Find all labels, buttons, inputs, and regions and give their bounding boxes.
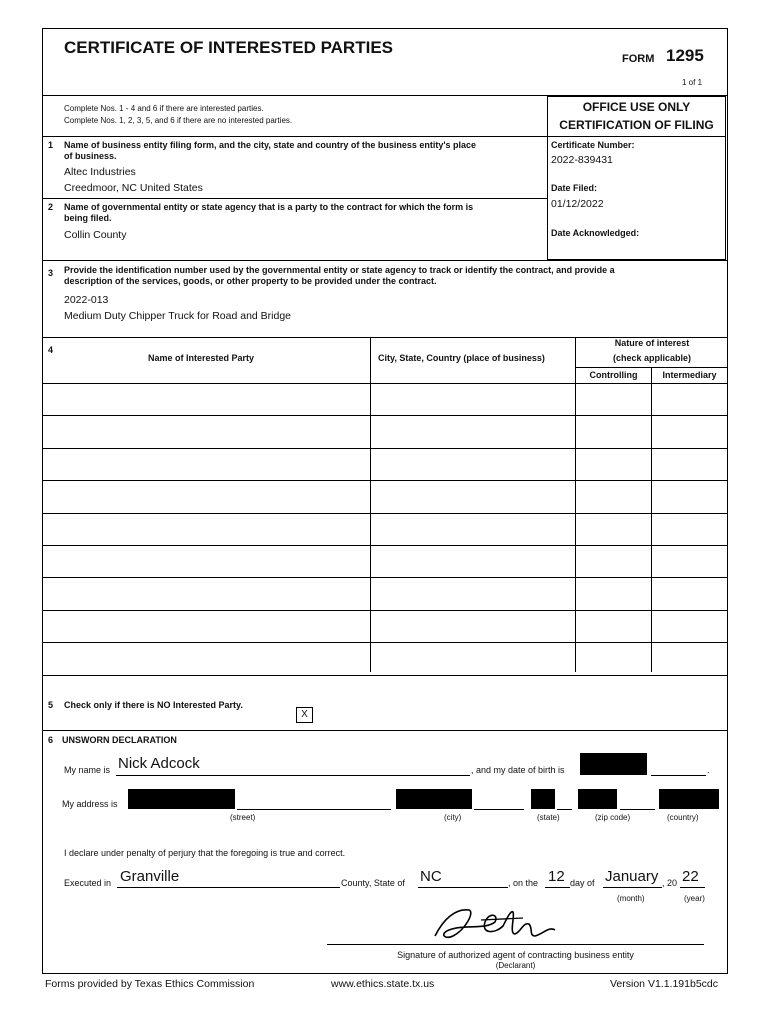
col-nature-1: Nature of interest xyxy=(614,338,690,348)
my-name-label: My name is xyxy=(64,765,111,775)
year-value: 22 xyxy=(682,868,699,885)
instruction-1: Complete Nos. 1 - 4 and 6 if there are interested parties. xyxy=(64,104,264,113)
item3-number: 3 xyxy=(48,268,54,278)
business-name: Altec Industries xyxy=(64,166,136,178)
col-intermediary: Intermediary xyxy=(662,370,717,380)
business-location: Creedmoor, NC United States xyxy=(64,182,203,194)
item2-label-2: being filed. xyxy=(64,213,112,223)
page-indicator: 1 of 1 xyxy=(682,78,703,87)
state-caption: (state) xyxy=(537,813,560,822)
county-state-label: County, State of xyxy=(341,878,405,888)
year-prefix: , 20 xyxy=(662,878,678,888)
table-row-divider xyxy=(42,545,728,546)
date-ack-label: Date Acknowledged: xyxy=(551,228,640,238)
table-row-divider xyxy=(42,448,728,449)
instruction-2: Complete Nos. 1, 2, 3, 5, and 6 if there are no interested parties. xyxy=(64,116,293,125)
col-city-state: City, State, Country (place of business) xyxy=(378,353,545,363)
date-filed-label: Date Filed: xyxy=(551,183,598,193)
footer-website[interactable]: www.ethics.state.tx.us xyxy=(331,978,435,990)
item1-number: 1 xyxy=(48,140,54,150)
county-value: Granville xyxy=(120,868,180,885)
month-value: January xyxy=(605,868,659,885)
item2-number: 2 xyxy=(48,202,54,212)
no-interested-party-checkbox[interactable]: X xyxy=(296,707,313,723)
item3-label-1: Provide the identification number used by the governmental entity or state agency to track or identify the contract, and provide a xyxy=(64,265,615,275)
item5-number: 5 xyxy=(48,700,54,710)
item6-number: 6 xyxy=(48,735,54,745)
address-label: My address is xyxy=(62,799,118,809)
declaration-title: UNSWORN DECLARATION xyxy=(62,735,177,745)
street-caption: (street) xyxy=(230,813,256,822)
executed-in-label: Executed in xyxy=(64,878,112,888)
year-caption: (year) xyxy=(684,894,705,903)
form-label: FORM xyxy=(622,53,655,65)
day-value: 12 xyxy=(548,868,565,885)
signature-label: Signature of authorized agent of contracting business entity xyxy=(397,950,634,960)
date-filed-value: 01/12/2022 xyxy=(551,198,604,210)
table-row-divider xyxy=(42,577,728,578)
col-interested-party: Name of Interested Party xyxy=(148,353,255,363)
footer-provider: Forms provided by Texas Ethics Commission xyxy=(45,978,255,990)
no-interested-party-label: Check only if there is NO Interested Party. xyxy=(64,700,243,710)
day-of-label: day of xyxy=(570,878,595,888)
contract-description: Medium Duty Chipper Truck for Road and Bridge xyxy=(64,310,292,322)
col-controlling: Controlling xyxy=(589,370,638,380)
signature-image xyxy=(425,900,565,948)
cert-number-label: Certificate Number: xyxy=(551,140,635,150)
table-row-divider xyxy=(42,480,728,481)
city-caption: (city) xyxy=(444,813,462,822)
table-row-divider xyxy=(42,675,728,676)
on-the-label: , on the xyxy=(508,878,539,888)
month-caption: (month) xyxy=(617,894,645,903)
declarant-label: (Declarant) xyxy=(495,961,536,970)
country-caption: (country) xyxy=(667,813,699,822)
redacted-zip xyxy=(578,789,617,809)
dob-label: , and my date of birth is xyxy=(471,765,565,775)
redacted-country xyxy=(659,789,719,809)
form-title: CERTIFICATE OF INTERESTED PARTIES xyxy=(64,38,393,57)
table-row-divider xyxy=(42,513,728,514)
table-row-divider xyxy=(42,415,728,416)
form-number: 1295 xyxy=(666,46,704,65)
declarant-name: Nick Adcock xyxy=(118,755,200,772)
item2-label-1: Name of governmental entity or state agency that is a party to the contract for which the form is xyxy=(64,202,474,212)
item1-label-1: Name of business entity filing form, and the city, state and country of the business entity's place xyxy=(64,140,477,150)
redacted-street xyxy=(128,789,235,809)
dob-period: . xyxy=(707,765,710,775)
table-row-divider xyxy=(42,383,728,384)
zip-caption: (zip code) xyxy=(595,813,631,822)
declaration-statement: I declare under penalty of perjury that the foregoing is true and correct. xyxy=(64,848,346,858)
item4-number: 4 xyxy=(48,345,54,355)
redacted-dob xyxy=(580,753,647,775)
office-use-title: OFFICE USE ONLY xyxy=(582,100,691,114)
col-nature-2: (check applicable) xyxy=(612,353,692,363)
certification-title: CERTIFICATION OF FILING xyxy=(559,118,714,132)
contract-id: 2022-013 xyxy=(64,294,109,306)
footer-version: Version V1.1.191b5cdc xyxy=(610,978,718,990)
item3-label-2: description of the services, goods, or other property to be provided under the contract. xyxy=(64,276,437,286)
state-value: NC xyxy=(420,868,442,885)
table-row-divider xyxy=(42,642,728,643)
cert-number-value: 2022-839431 xyxy=(551,154,613,166)
item1-label-2: of business. xyxy=(64,151,117,161)
governmental-entity: Collin County xyxy=(64,229,127,241)
redacted-state xyxy=(531,789,555,809)
table-row-divider xyxy=(42,610,728,611)
redacted-city xyxy=(396,789,472,809)
